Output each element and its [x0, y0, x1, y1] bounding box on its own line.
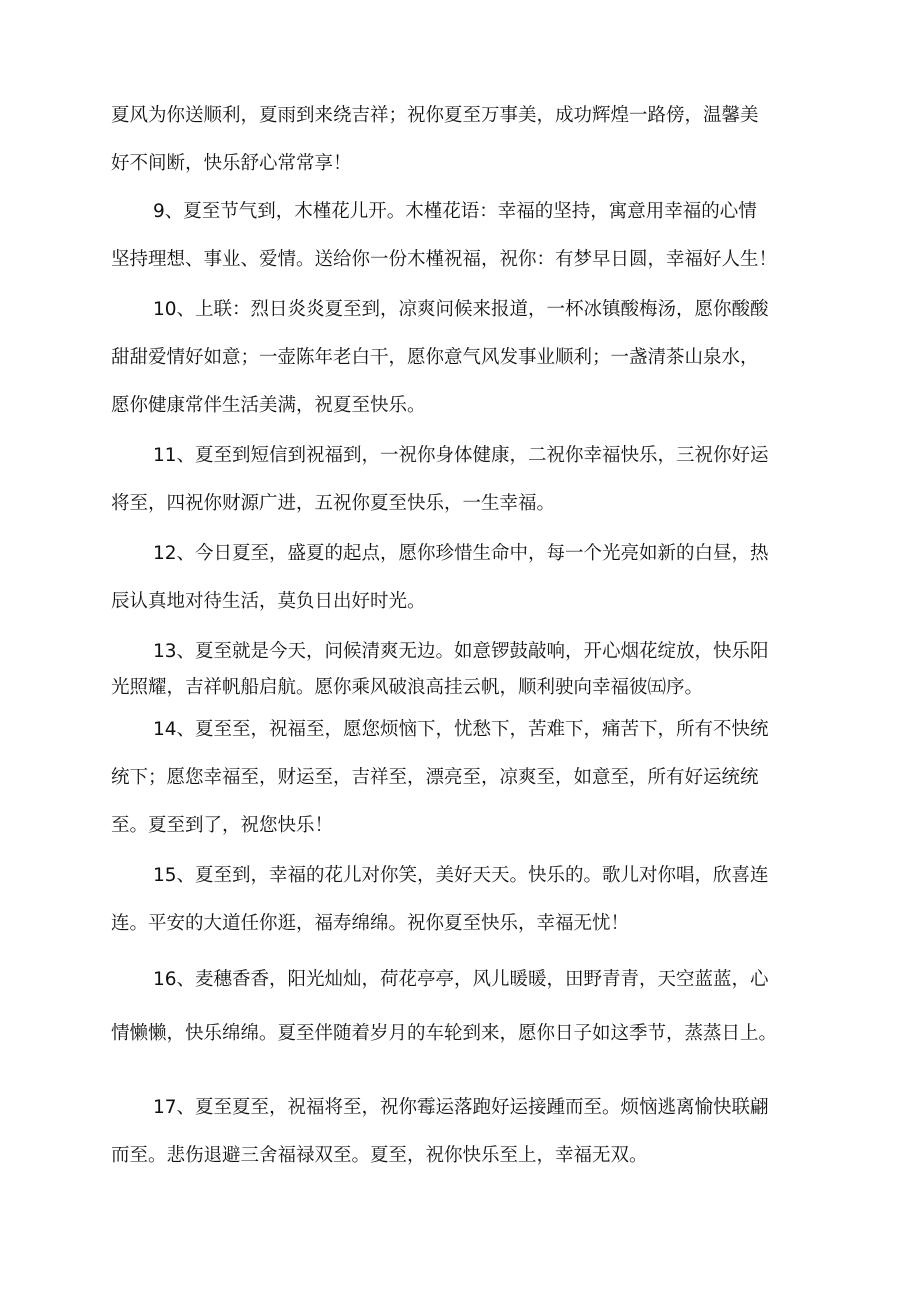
text-line: 13、夏至就是今天，问候清爽无边。如意锣鼓敲响，开心烟花绽放，快乐阳	[153, 641, 769, 662]
text-line: 15、夏至到，幸福的花儿对你笑，美好天天。快乐的。歌儿对你唱，欣喜连	[153, 865, 769, 886]
text-line: 坚持理想、事业、爱情。送给你一份木槿祝福，祝你：有梦早日圆，幸福好人生！	[111, 249, 778, 270]
text-line: 11、夏至到短信到祝福到，一祝你身体健康，二祝你幸福快乐，三祝你好运	[153, 445, 769, 466]
text-line: 辰认真地对待生活，莫负日出好时光。	[111, 591, 426, 612]
text-line: 将至，四祝你财源广进，五祝你夏至快乐，一生幸福。	[111, 493, 556, 514]
text-line: 而至。悲伤退避三舍福禄双至。夏至，祝你快乐至上，幸福无双。	[111, 1145, 648, 1166]
text-line: 17、夏至夏至，祝福将至，祝你霉运落跑好运接踵而至。烦恼逃离愉快联翩	[153, 1097, 769, 1118]
text-line: 16、麦穗香香，阳光灿灿，荷花亭亭，风儿暖暖，田野青青，天空蓝蓝，心	[153, 969, 769, 990]
text-line: 9、夏至节气到，木槿花儿开。木槿花语：幸福的坚持，寓意用幸福的心情	[153, 201, 757, 222]
text-line: 夏风为你送顺利，夏雨到来绕吉祥；祝你夏至万事美，成功辉煌一路傍，温馨美	[111, 105, 759, 126]
text-line: 10、上联：烈日炎炎夏至到，凉爽问候来报道，一杯冰镇酸梅汤，愿你酸酸	[153, 299, 769, 320]
text-line: 光照耀，吉祥帆船启航。愿你乘风破浪高挂云帆，顺利驶向幸福彼㈤序。	[111, 677, 704, 698]
text-line: 好不间断，快乐舒心常常享！	[111, 153, 352, 174]
text-line: 甜甜爱情好如意；一壶陈年老白干，愿你意气风发事业顺利；一盏清茶山泉水，	[111, 347, 759, 368]
text-line: 连。平安的大道任你逛，福寿绵绵。祝你夏至快乐，幸福无忧！	[111, 913, 630, 934]
text-line: 14、夏至至，祝福至，愿您烦恼下，忧愁下，苦难下，痛苦下，所有不快统	[153, 719, 769, 740]
text-line: 愿你健康常伴生活美满，祝夏至快乐。	[111, 395, 426, 416]
text-line: 12、今日夏至，盛夏的起点，愿你珍惜生命中，每一个光亮如新的白昼，热	[153, 543, 769, 564]
text-line: 情懒懒，快乐绵绵。夏至伴随着岁月的车轮到来，愿你日子如这季节，蒸蒸日上。	[111, 1023, 778, 1044]
text-line: 统下；愿您幸福至，财运至，吉祥至，漂亮至，凉爽至，如意至，所有好运统统	[111, 767, 759, 788]
text-line: 至。夏至到了，祝您快乐！	[111, 815, 334, 836]
